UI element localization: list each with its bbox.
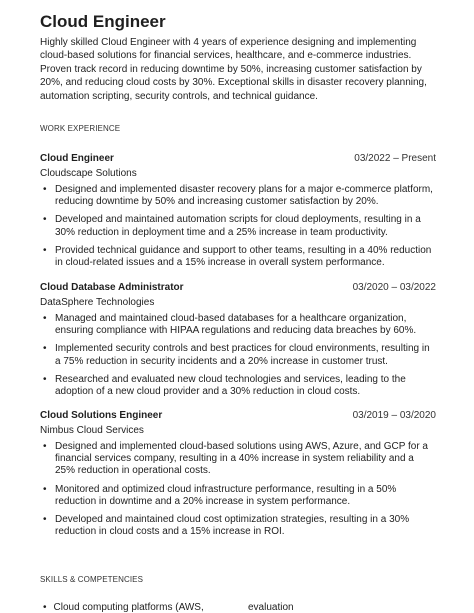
summary: Highly skilled Cloud Engineer with 4 years of experience designing and implementing cloud-based solutions for financial services, healthcare, and e-commerce industries. Proven track record in reducing downtime by 50%, increasing customer satisfaction by 20%, and reducing cloud costs by 30%. Exceptional skills in disaster recovery planning, automation scripting, security controls, and technical guidance. [40,37,427,102]
list-item: • Developed and maintained cloud cost optimization strategies, resulting in a 30% reduction in cloud costs and a 15% increase in ROI. [43,514,410,538]
list-item: • Designed and implemented disaster recovery plans for a major e-commerce platform, reducing downtime by 50% and increasing customer satisfaction by 20%. [43,184,433,208]
bullet-icon: • [43,184,47,195]
job-header [40,153,436,167]
job-entry [40,282,436,404]
section-heading-skills: SKILLS & COMPETENCIES [40,575,144,584]
bullet-icon: • [43,373,47,385]
section-heading-experience: WORK EXPERIENCE [40,124,121,133]
bullet-icon: • [43,343,47,355]
skills-list [40,602,436,613]
job-title: Cloud Engineer [40,153,114,164]
bullet-icon: • [43,244,47,256]
bullet-icon: • [43,313,47,324]
job-entry [40,410,436,544]
bullet-icon: • [43,602,47,613]
job-title: Cloud Database Administrator [40,282,184,293]
company-name: DataSphere Technologies [40,297,155,308]
job-dates: 03/2022 – Present [354,153,436,164]
job-header [40,282,436,296]
bullet-icon: • [43,214,47,226]
bullet-icon: • [43,441,47,452]
achievement-list [40,313,436,398]
achievement-list [40,441,436,538]
list-item: • Implemented security controls and best practices for cloud environments, resulting in a 75% reduction in security incidents and a 20% increase in customer trust. [43,343,430,367]
list-item: • Provided technical guidance and support to other teams, resulting in a 40% reduction in cloud-related issues and a 15% increase in overall system performance. [43,244,432,269]
job-dates: 03/2020 – 03/2022 [352,282,436,293]
list-item: • Researched and evaluated new cloud technologies and services, leading to the adoption of a new cloud provider and a 30% reduction in cloud costs. [43,373,406,398]
skill-item: evaluation [248,602,294,613]
job-entry [40,153,436,275]
bullet-icon: • [43,483,47,495]
achievement-list [40,184,436,269]
job-dates: 03/2019 – 03/2020 [352,410,436,421]
list-item: • Monitored and optimized cloud infrastructure performance, resulting in a 50% reduction in downtime and a 20% increase in system performance. [43,483,397,507]
job-title: Cloud Solutions Engineer [40,410,163,421]
bullet-icon: • [43,514,47,526]
list-item: • Developed and maintained automation scripts for cloud deployments, resulting in a 30% reduction in deployment time and a 25% increase in team productivity. [43,214,421,238]
page-title: Cloud Engineer [40,12,166,31]
company-name: Cloudscape Solutions [40,168,137,179]
list-item: • Managed and maintained cloud-based databases for a healthcare organization, ensuring compliance with HIPAA regulations and reducing data breaches by 60%. [43,313,417,337]
skill-item: Cloud computing platforms (AWS, [53,602,204,613]
company-name: Nimbus Cloud Services [40,425,144,436]
job-header [40,410,436,424]
list-item: • Designed and implemented cloud-based solutions using AWS, Azure, and GCP for a financial services company, resulting in a 40% increase in system reliability and a 25% reduction in operational costs. [43,441,428,477]
